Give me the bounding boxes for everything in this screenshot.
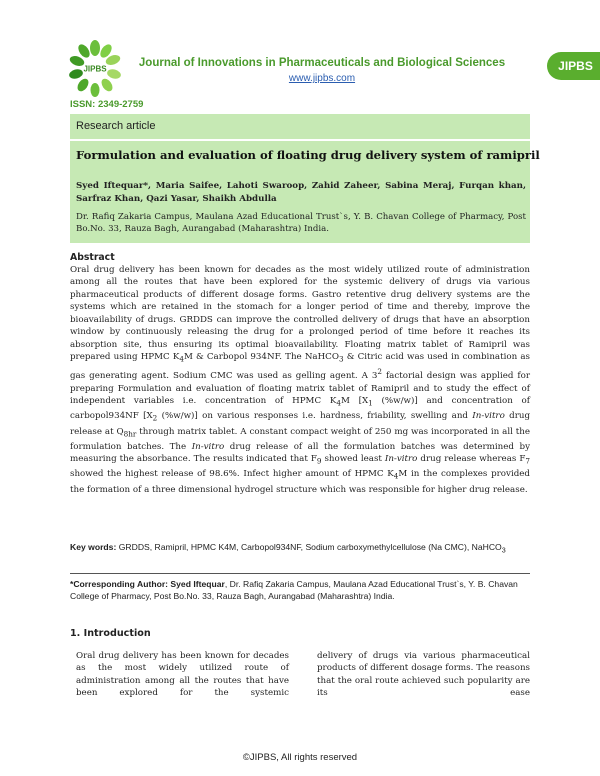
divider-rule: [70, 573, 530, 574]
keywords-label: Key words:: [70, 542, 117, 552]
journal-logo: [66, 40, 124, 98]
svg-text:JIPBS: JIPBS: [83, 64, 107, 74]
corresponding-label: *Corresponding Author: Syed Iftequar: [70, 579, 225, 589]
keywords: Key words: GRDDS, Ramipril, HPMC K4M, Carbopol934NF, Sodium carboxymethylcellulose (Na CMC), NaHCO$_3$: [70, 542, 506, 555]
journal-url-link[interactable]: www.jipbs.com: [288, 73, 356, 84]
issn: ISSN: 2349-2759: [70, 99, 144, 110]
jipbs-badge: JIPBS: [547, 52, 600, 80]
intro-column-left: Oral drug delivery has been known for decades as the most widely utilized route of administration among all the routes that have been explored for the systemic: [76, 651, 289, 698]
abstract-body: Oral drug delivery has been known for decades as the most widely utilized route of administration among all the routes that have been explored for the systemic delivery of drugs via various pharmaceutical products of different dosage forms. Gastro retentive drug delivery systems are the systems which are retained in the stomach for a longer period of time and thereby, improve the bioavailability of drugs. GRDDS can improve the controlled delivery of drugs that have an absorption window by continuously releasing the drug for a prolonged period of time before it reaches its absorption site, thus ensuring its optimal bioavailability. Floating matrix tablet of Ramipril was prepared using HPMC $K_4M$ & Carbopol 934NF. The NaHCO$_3$ & Citric acid was used in combination as gas generating agent. Sodium CMC was used as gelling agent. A $3^2$ factorial design was applied for preparing Formulation and evaluation of floating matrix tablet of Ramipril and to study the effect of independent variables i.e. concentration of HPMC $K_4M$ [$X_1$ (%w/w)] and concentration of carbopol934NF [$X_2$ (%w/w)] on various responses i.e. hardness, friability, swelling and In-vitro drug release at $Q_{8hr}$ through matrix tablet. A constant compact weight of 250 mg was incorporated in all the formulation batches. The In-vitro drug release of all the formulation batches was determined by measuring the absorbance. The results indicated that $F_9$ showed least In-vitro drug release whereas $F_7$ showed the highest release of 98.6%. Infect higher amount of HPMC $K_4M$ in the complexes provided the formation of a three dimensional hydrogel structure which was responsible for higher drug release.: [70, 265, 531, 495]
journal-title: Journal of Innovations in Pharmaceuticals and Biological Sciences: [138, 57, 506, 69]
copyright-footer: ©JIPBS, All rights reserved: [242, 752, 358, 763]
corresponding-author: *Corresponding Author: Syed Iftequar, Dr. Rafiq Zakaria Campus, Maulana Azad Educational Trust`s, Y. B. Chavan College of Pharmacy, Post Bo.No. 33, Rauza Bagh, Aurangabad (Maharashtra) India.: [70, 579, 518, 602]
article-type: Research article: [76, 120, 156, 132]
abstract-heading: Abstract: [70, 252, 115, 263]
introduction-heading: 1. Introduction: [70, 628, 151, 639]
paper-title: Formulation and evaluation of floating drug delivery system of ramipril: [76, 148, 540, 162]
band-divider: [70, 139, 530, 141]
affiliation: Dr. Rafiq Zakaria Campus, Maulana Azad Educational Trust`s, Y. B. Chavan College of Pharmacy, Post Bo.No. 33, Rauza Bagh, Aurangabad (Maharashtra) India.: [76, 212, 526, 235]
author-list: Syed Iftequar*, Maria Saifee, Lahoti Swaroop, Zahid Zaheer, Sabina Meraj, Furqan khan, Sarfraz Khan, Qazi Yasar, Shaikh Abdulla: [76, 181, 526, 204]
intro-column-right: delivery of drugs via various pharmaceutical products of different dosage forms. The reasons that the oral route achieved such popularity are its ease: [317, 651, 530, 698]
